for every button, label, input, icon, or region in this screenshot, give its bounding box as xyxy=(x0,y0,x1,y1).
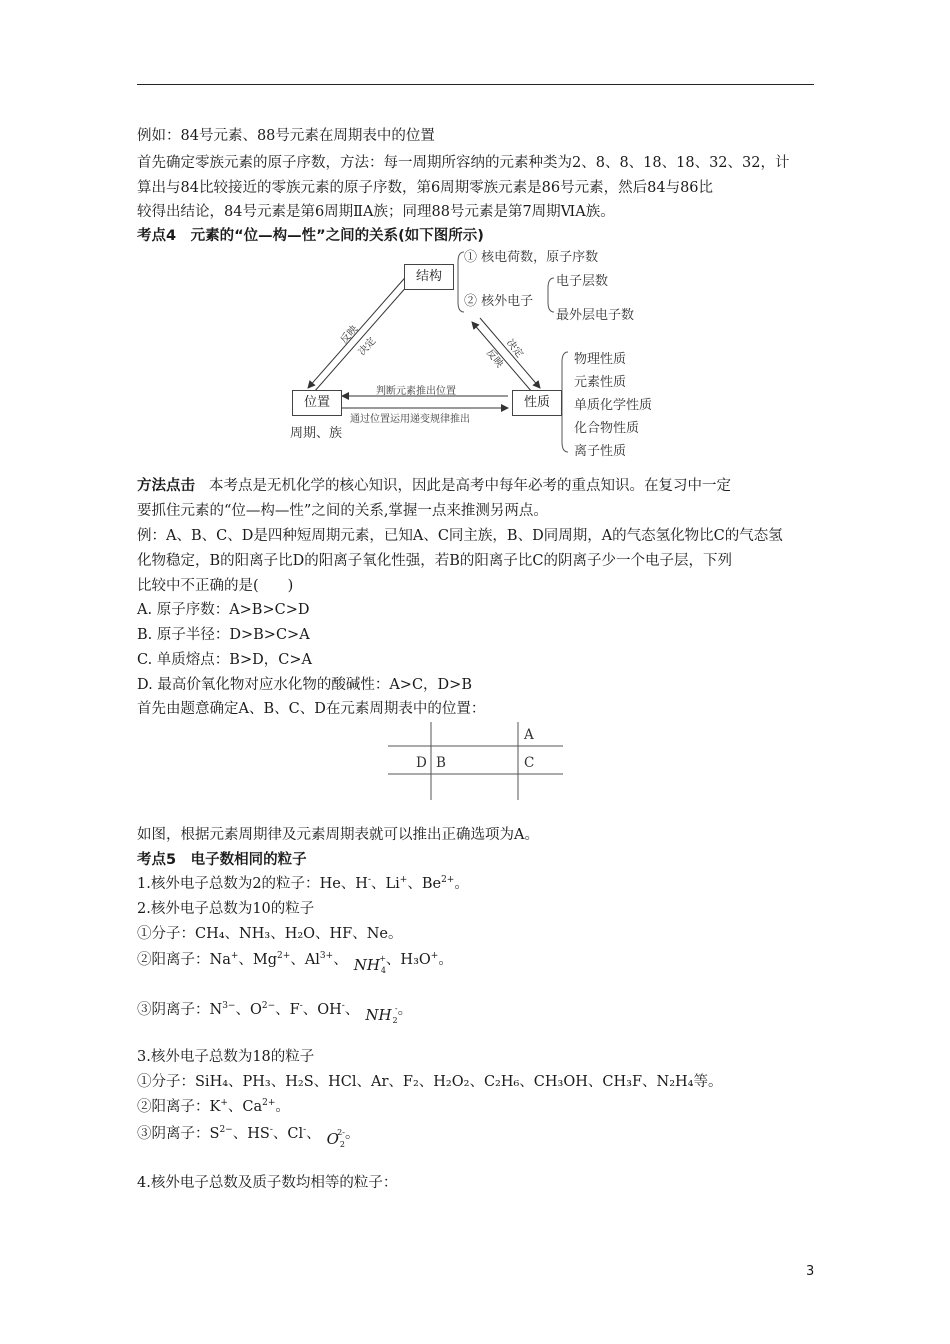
ten-cation-line: ②阳离子：Na+、$Mg^{2+}$、$Al^{3+}$、 NH + 4 、H₃O+。 xyxy=(137,950,453,975)
particle: OH xyxy=(317,1002,342,1018)
particle: N xyxy=(209,1002,223,1018)
line-label: ①分子： xyxy=(137,1074,195,1090)
charge: + xyxy=(399,875,408,886)
eighteen-molecule-line xyxy=(137,1072,722,1092)
amide-formula xyxy=(365,1004,398,1025)
cell-a: A xyxy=(524,727,534,743)
formula-base: NH xyxy=(353,956,380,974)
section-heading-4: 考点4 元素的“位—构—性”之间的关系(如下图所示) xyxy=(137,228,484,244)
charge: 3− xyxy=(222,1001,236,1012)
text-line: 2.核外电子总数为10的粒子 xyxy=(137,901,315,917)
text-line: 较得出结论，84号元素是第6周期ⅡA族；同理88号元素是第7周期ⅥA族。 xyxy=(137,204,615,220)
charge: 2+ xyxy=(441,875,455,886)
line-label: ②阳离子： xyxy=(137,1099,210,1115)
charge: 2+ xyxy=(262,1098,276,1109)
page-number: 3 xyxy=(806,1264,815,1279)
cell-d: D xyxy=(416,755,427,771)
particle: Ca xyxy=(242,1099,263,1115)
property-item: 元素性质 xyxy=(574,375,627,390)
particle: Mg xyxy=(252,952,278,968)
charge: 3+ xyxy=(319,951,334,962)
structure-item-2: ② 核外电子 xyxy=(464,294,534,309)
particle: S xyxy=(209,1126,220,1142)
text-line: 例如：84号元素、88号元素在周期表中的位置 xyxy=(137,128,435,144)
property-item: 单质化学性质 xyxy=(574,398,653,413)
charge: - xyxy=(367,875,371,886)
cell-b: B xyxy=(436,755,446,771)
relationship-diagram xyxy=(280,242,700,462)
text-line: 4.核外电子总数及质子数均相等的粒子： xyxy=(137,1175,398,1191)
charge: 2− xyxy=(261,1001,276,1012)
particle: O xyxy=(249,1002,262,1018)
method-text: 本考点是无机化学的核心知识，因此是高考中每年必考的重点知识。在复习中一定 xyxy=(209,478,731,494)
option-c: C. 单质熔点：B>D，C>A xyxy=(137,652,312,668)
text-line: 算出与84比较接近的零族元素的原子序数，第6周期零族元素是86号元素，然后84与86比 xyxy=(137,180,714,196)
charge: - xyxy=(303,1125,307,1136)
section-heading-5: 考点5 电子数相同的粒子 xyxy=(137,852,307,868)
formula-base: NH xyxy=(365,1006,392,1024)
text-line: 例：A、B、C、D是四种短周期元素，已知A、C同主族，B、D同周期，A的气态氢化物比C的气态氢 xyxy=(137,528,783,544)
header-rule xyxy=(137,84,814,85)
cell-c: C xyxy=(524,755,535,771)
particle: HS xyxy=(247,1126,270,1142)
charge: - xyxy=(341,1001,345,1012)
particle-list: SiH₄、PH₃、H₂S、HCl、Ar、F₂、H₂O₂、C₂H₆、CH₃OH、CH₃F、N₂H₄等。 xyxy=(195,1074,723,1090)
formula-sup: 2- xyxy=(337,1128,345,1137)
structure-item-1: ① 核电荷数，原子序数 xyxy=(464,250,599,265)
particle: K xyxy=(209,1099,221,1115)
line-label: 1.核外电子总数为2的粒子： xyxy=(137,876,320,892)
particle: Cl xyxy=(287,1126,304,1142)
formula-sub: 2 xyxy=(339,1140,345,1149)
particle: F xyxy=(289,1002,300,1018)
particle: Li xyxy=(385,876,400,892)
label-decide-left: 决定 xyxy=(356,335,379,358)
charge: - xyxy=(299,1001,303,1012)
text-line: 3.核外电子总数为18的粒子 xyxy=(137,1049,315,1065)
arrow-label-top: 判断元素推出位置 xyxy=(376,386,456,397)
particle: Al xyxy=(304,952,320,968)
label-decide-right: 决定 xyxy=(503,337,525,360)
method-label: 方法点击 xyxy=(137,478,195,494)
formula-base: O xyxy=(326,1130,339,1148)
option-d: D. 最高价氧化物对应水化物的酸碱性：A>C，D>B xyxy=(137,677,472,693)
particle: H xyxy=(355,876,368,892)
line-label: ②阳离子： xyxy=(137,952,210,968)
option-b: B. 原子半径：D>B>C>A xyxy=(137,627,310,643)
charge: + xyxy=(230,951,239,962)
text-line: 化物稳定，B的阳离子比D的阳离子氧化性强，若B的阳离子比C的阴离子少一个电子层，下列 xyxy=(137,553,733,569)
charge: + xyxy=(220,1098,228,1109)
formula-sup: + xyxy=(379,954,386,963)
text-line: 首先由题意确定A、B、C、D在元素周期表中的位置： xyxy=(137,701,486,717)
ten-anion-line: ③阴离子：$N^{3-}$、$O^{2-}$、F-、OH-、 NH - 2 。 xyxy=(137,1000,412,1025)
line-label: ③阴离子： xyxy=(137,1126,210,1142)
label-reflect-right: 反映 xyxy=(483,347,505,370)
particle-list: CH₄、NH₃、H₂O、HF、Ne。 xyxy=(195,926,403,942)
text-line: 首先确定零族元素的原子序数，方法：每一周期所容纳的元素种类为2、8、8、18、18、32、32，计 xyxy=(137,155,790,171)
property-box: 性质 xyxy=(512,390,562,416)
option-a: A. 原子序数：A>B>C>D xyxy=(137,602,310,618)
arrow-label-bottom: 通过位置运用递变规律推出 xyxy=(350,414,470,425)
eighteen-anion-line: ③阴离子：$S^{2-}$、HS-、Cl-、 O 2- 2 。 xyxy=(137,1124,359,1149)
line-label: ①分子： xyxy=(137,926,195,942)
two-electron-line: 1.核外电子总数为2的粒子：He、H-、Li+、$Be^{2+}$。 xyxy=(137,875,469,892)
property-item: 物理性质 xyxy=(574,352,627,367)
label-reflect-left: 反映 xyxy=(338,323,361,346)
formula-sub: 2 xyxy=(392,1016,398,1025)
charge: 2+ xyxy=(277,951,291,962)
ammonium-formula xyxy=(353,954,386,975)
text-line: 比较中不正确的是( ) xyxy=(137,578,294,594)
property-item: 离子性质 xyxy=(574,444,627,459)
charge: + xyxy=(430,951,439,962)
formula-sup: - xyxy=(394,1004,398,1013)
text-line: 要抓住元素的“位—构—性”之间的关系,掌握一点来推测另两点。 xyxy=(137,503,548,519)
method-line xyxy=(137,476,731,496)
text-line: 如图，根据元素周期律及元素周期表就可以推出正确选项为A。 xyxy=(137,827,539,843)
eighteen-cation-line: ②阳离子：K+、$Ca^{2+}$。 xyxy=(137,1098,290,1115)
particle: He xyxy=(319,876,341,892)
formula-sub: 4 xyxy=(380,966,386,975)
position-grid xyxy=(388,722,563,802)
position-box: 位置 xyxy=(292,390,342,416)
particle: H₃O xyxy=(400,952,431,968)
peroxide-formula xyxy=(326,1128,345,1149)
particle: Be xyxy=(421,876,442,892)
outer-electrons: 最外层电子数 xyxy=(556,308,635,323)
charge: 2− xyxy=(219,1125,233,1136)
electron-shells: 电子层数 xyxy=(556,274,609,289)
ten-molecule-line xyxy=(137,924,403,944)
property-item: 化合物性质 xyxy=(574,421,640,436)
grid-lines xyxy=(388,722,563,802)
charge: - xyxy=(269,1125,273,1136)
period-group-label: 周期、族 xyxy=(290,426,343,441)
line-label: ③阴离子： xyxy=(137,1002,210,1018)
structure-box: 结构 xyxy=(404,264,454,290)
particle: Na xyxy=(209,952,231,968)
